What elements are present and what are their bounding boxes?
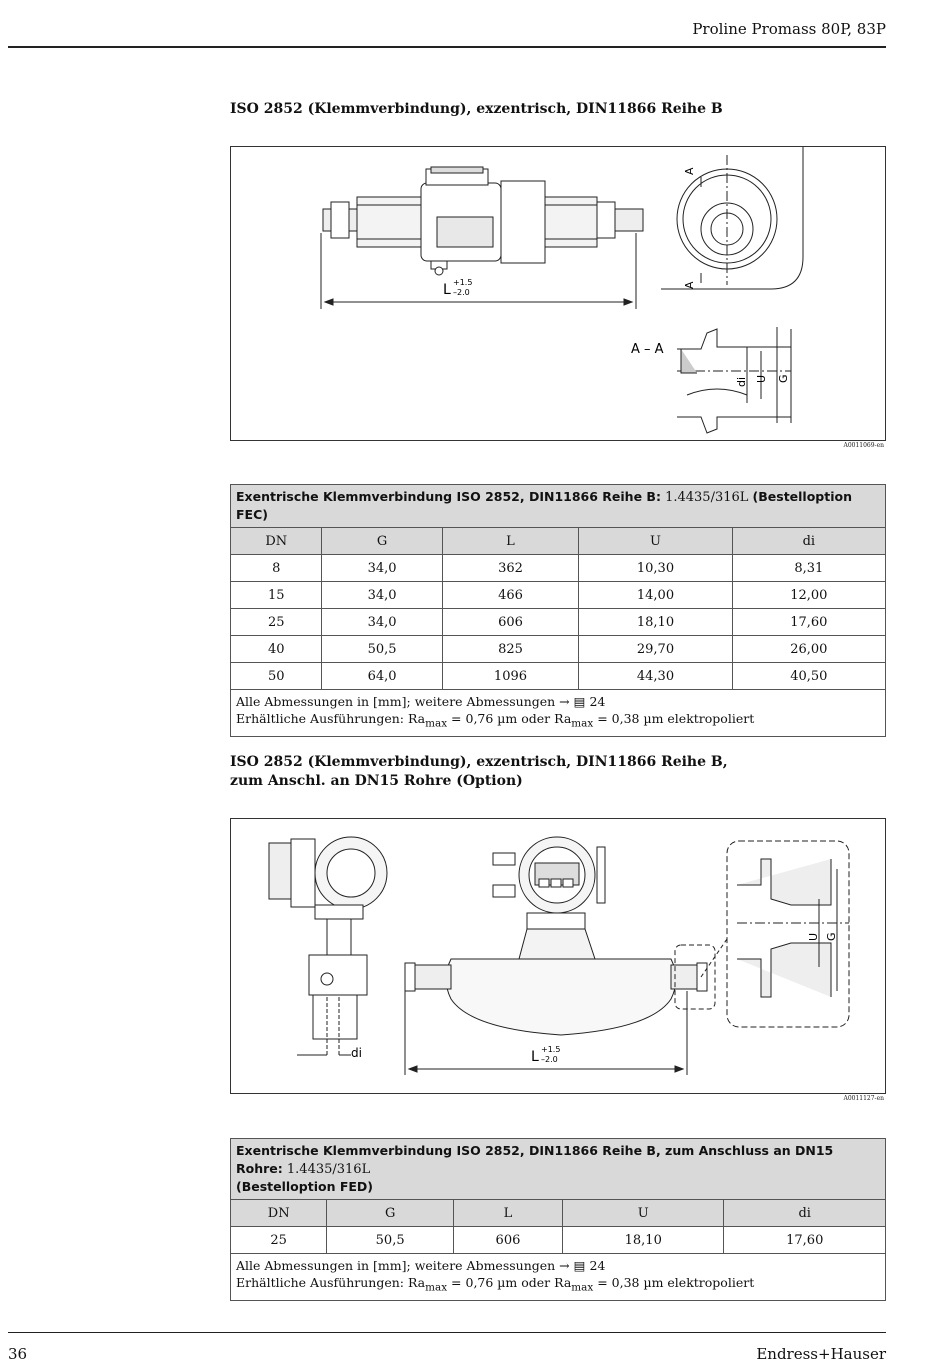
dimension-table-1 xyxy=(230,484,886,737)
dimension-table-2 xyxy=(230,1138,886,1301)
col-g: G xyxy=(322,528,442,555)
length-label: L xyxy=(443,282,451,298)
g-label: G xyxy=(825,932,838,941)
section1-heading: ISO 2852 (Klemmverbindung), exzentrisch, DIN11866 Reihe B xyxy=(230,101,723,117)
u-label: U xyxy=(755,374,768,383)
page-footer xyxy=(8,1332,886,1371)
section-mark-top: A xyxy=(683,167,696,175)
col-di: di xyxy=(732,528,885,555)
figure2-code: A0011127-en xyxy=(843,1095,884,1102)
table1-caption: Exentrische Klemmverbindung ISO 2852, DIN11866 Reihe B: 1.4435/316L (Bestelloption FEC) xyxy=(231,485,886,528)
col-dn: DN xyxy=(231,1200,327,1227)
page-header xyxy=(8,0,886,48)
tolerance-minus: –2.0 xyxy=(541,1055,558,1064)
length-label: L xyxy=(531,1049,539,1065)
flowmeter-dn15-drawing xyxy=(231,819,885,1093)
tolerance-plus: +1.5 xyxy=(541,1045,561,1054)
table2-note: Alle Abmessungen in [mm]; weitere Abmessungen → ▤ 24 Erhältliche Ausführungen: $Ra_{max} = 0,76$ µm oder $Ra_{max} = 0,38$ µm elektropoliert xyxy=(231,1254,886,1301)
di-label: di xyxy=(351,1046,362,1060)
di-label: di xyxy=(735,376,748,387)
document-title: Proline Promass 80P, 83P xyxy=(692,20,886,38)
page-ref-icon: ▤ xyxy=(573,1258,586,1273)
brand-name: Endress+Hauser xyxy=(756,1345,886,1363)
transmitter-front-view xyxy=(405,837,715,1035)
table1-note: Alle Abmessungen in [mm]; weitere Abmessungen → ▤ 24 Erhältliche Ausführungen: $Ra_{max} = 0,76$ µm oder $Ra_{max} = 0,38$ µm elektropoliert xyxy=(231,690,886,737)
tolerance-minus: –2.0 xyxy=(453,288,470,297)
sensor-side-view xyxy=(323,167,643,275)
col-l: L xyxy=(442,528,579,555)
col-dn: DN xyxy=(231,528,322,555)
table-row: 25 34,0 606 18,10 17,60 xyxy=(231,609,886,636)
figure1-code: A0011069-en xyxy=(843,442,884,449)
table2-header-row xyxy=(231,1200,886,1227)
col-l: L xyxy=(453,1200,562,1227)
section-aa-view xyxy=(677,327,791,433)
col-g: G xyxy=(327,1200,454,1227)
page-number: 36 xyxy=(8,1345,28,1363)
tolerance-plus: +1.5 xyxy=(453,278,473,287)
table-row: 50 64,0 1096 44,30 40,50 xyxy=(231,663,886,690)
figure2-drawing xyxy=(230,818,886,1094)
u-label: U xyxy=(807,932,820,941)
flowmeter-dimension-drawing xyxy=(231,147,885,440)
transmitter-side-view xyxy=(269,837,387,1055)
table-row: 40 50,5 825 29,70 26,00 xyxy=(231,636,886,663)
section-view-label: A – A xyxy=(631,342,664,357)
figure1-drawing xyxy=(230,146,886,441)
table-row: 15 34,0 466 14,00 12,00 xyxy=(231,582,886,609)
section2-heading: ISO 2852 (Klemmverbindung), exzentrisch, DIN11866 Reihe B, zum Anschl. an DN15 Rohre (Option) xyxy=(230,754,728,789)
g-label: G xyxy=(777,374,790,383)
page-ref-icon: ▤ xyxy=(573,694,586,709)
table1-header-row xyxy=(231,528,886,555)
col-di: di xyxy=(724,1200,886,1227)
col-u: U xyxy=(563,1200,724,1227)
col-u: U xyxy=(579,528,732,555)
table2-caption: Exentrische Klemmverbindung ISO 2852, DIN11866 Reihe B, zum Anschluss an DN15 Rohre: 1.4435/316L (Bestelloption FED) xyxy=(231,1139,886,1200)
section-mark-bottom: A xyxy=(683,281,696,289)
table-row: 8 34,0 362 10,30 8,31 xyxy=(231,555,886,582)
table-row: 25 50,5 606 18,10 17,60 xyxy=(231,1227,886,1254)
